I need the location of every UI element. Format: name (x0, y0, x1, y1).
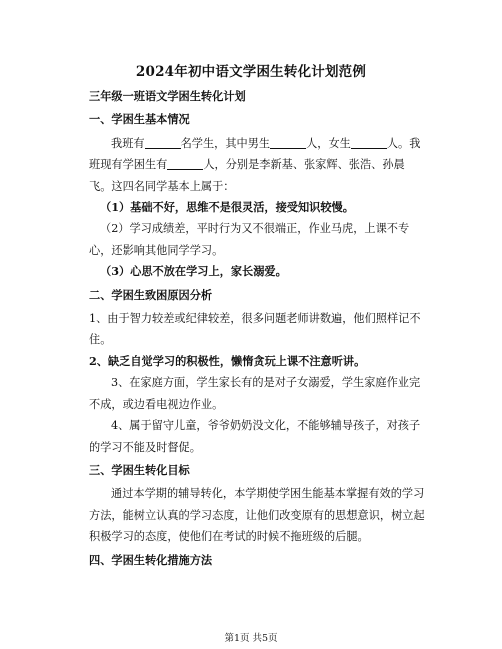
subtitle: 三年级一班语文学困生转化计划 (89, 89, 246, 103)
section-3-heading: 三、学困生转化目标 (89, 462, 190, 477)
section-2-item-4: 4、属于留守儿童，爷爷奶奶没文化，不能够辅导孩子，对孩子的学习不能及时督促。 (89, 419, 421, 454)
section-1-heading: 一、学困生基本情况 (89, 112, 190, 127)
section-2-item-2: 2、缺乏自觉学习的积极性，懒惰贪玩上课不注意听讲。 (89, 353, 366, 368)
section-2-item-1: 1、由于智力较差或纪律较差，很多问题老师讲数遍，他们照样记不住。 (89, 312, 421, 347)
section-2-item-3: 3、在家庭方面，学生家长有的是对子女溺爱，学生家庭作业完不成，或边看电视边作业。 (89, 376, 421, 411)
section-2-heading: 二、学困生致困原因分析 (89, 287, 213, 302)
section-1-item-2: （2）学习成绩差，平时行为又不很端正，作业马虎，上课不专心，还影响其他同学学习。 (89, 222, 410, 257)
section-4-heading: 四、学困生转化措施方法 (89, 552, 213, 567)
para-text-c: 人，女生 (306, 136, 351, 150)
para-text-a: 我班有 (111, 136, 145, 150)
blank-girls (351, 136, 387, 149)
section-3-paragraph: 通过本学期的辅导转化，本学期使学困生能基本掌握有效的学习方法，能树立认真的学习态度，让他们改变原有的思想意识，树立起积极学习的态度，使他们在考试的时候不拖班级的后腿。 (89, 487, 425, 544)
blank-total-students (145, 136, 181, 149)
blank-boys (270, 136, 306, 149)
section-1-item-3: （3）心思不放在学习上，家长溺爱。 (100, 264, 287, 279)
document-body (89, 86, 427, 573)
page-footer: 第1页 共5页 (224, 633, 278, 644)
para-text-e: 人，分别是李新基、张家辉、张浩、孙晨飞。这四名同学基本上属于： (89, 158, 405, 193)
section-1-paragraph (89, 133, 427, 197)
para-text-b: 名学生，其中男生 (180, 136, 271, 150)
blank-struggling (167, 157, 203, 170)
para-text-d: 人。我班现有学困生有 (89, 136, 421, 172)
document-title: 2024年初中语文学困生转化计划范例 (135, 64, 367, 80)
section-1-item-1: （1）基础不好，思维不是很灵活，接受知识较慢。 (100, 200, 354, 215)
